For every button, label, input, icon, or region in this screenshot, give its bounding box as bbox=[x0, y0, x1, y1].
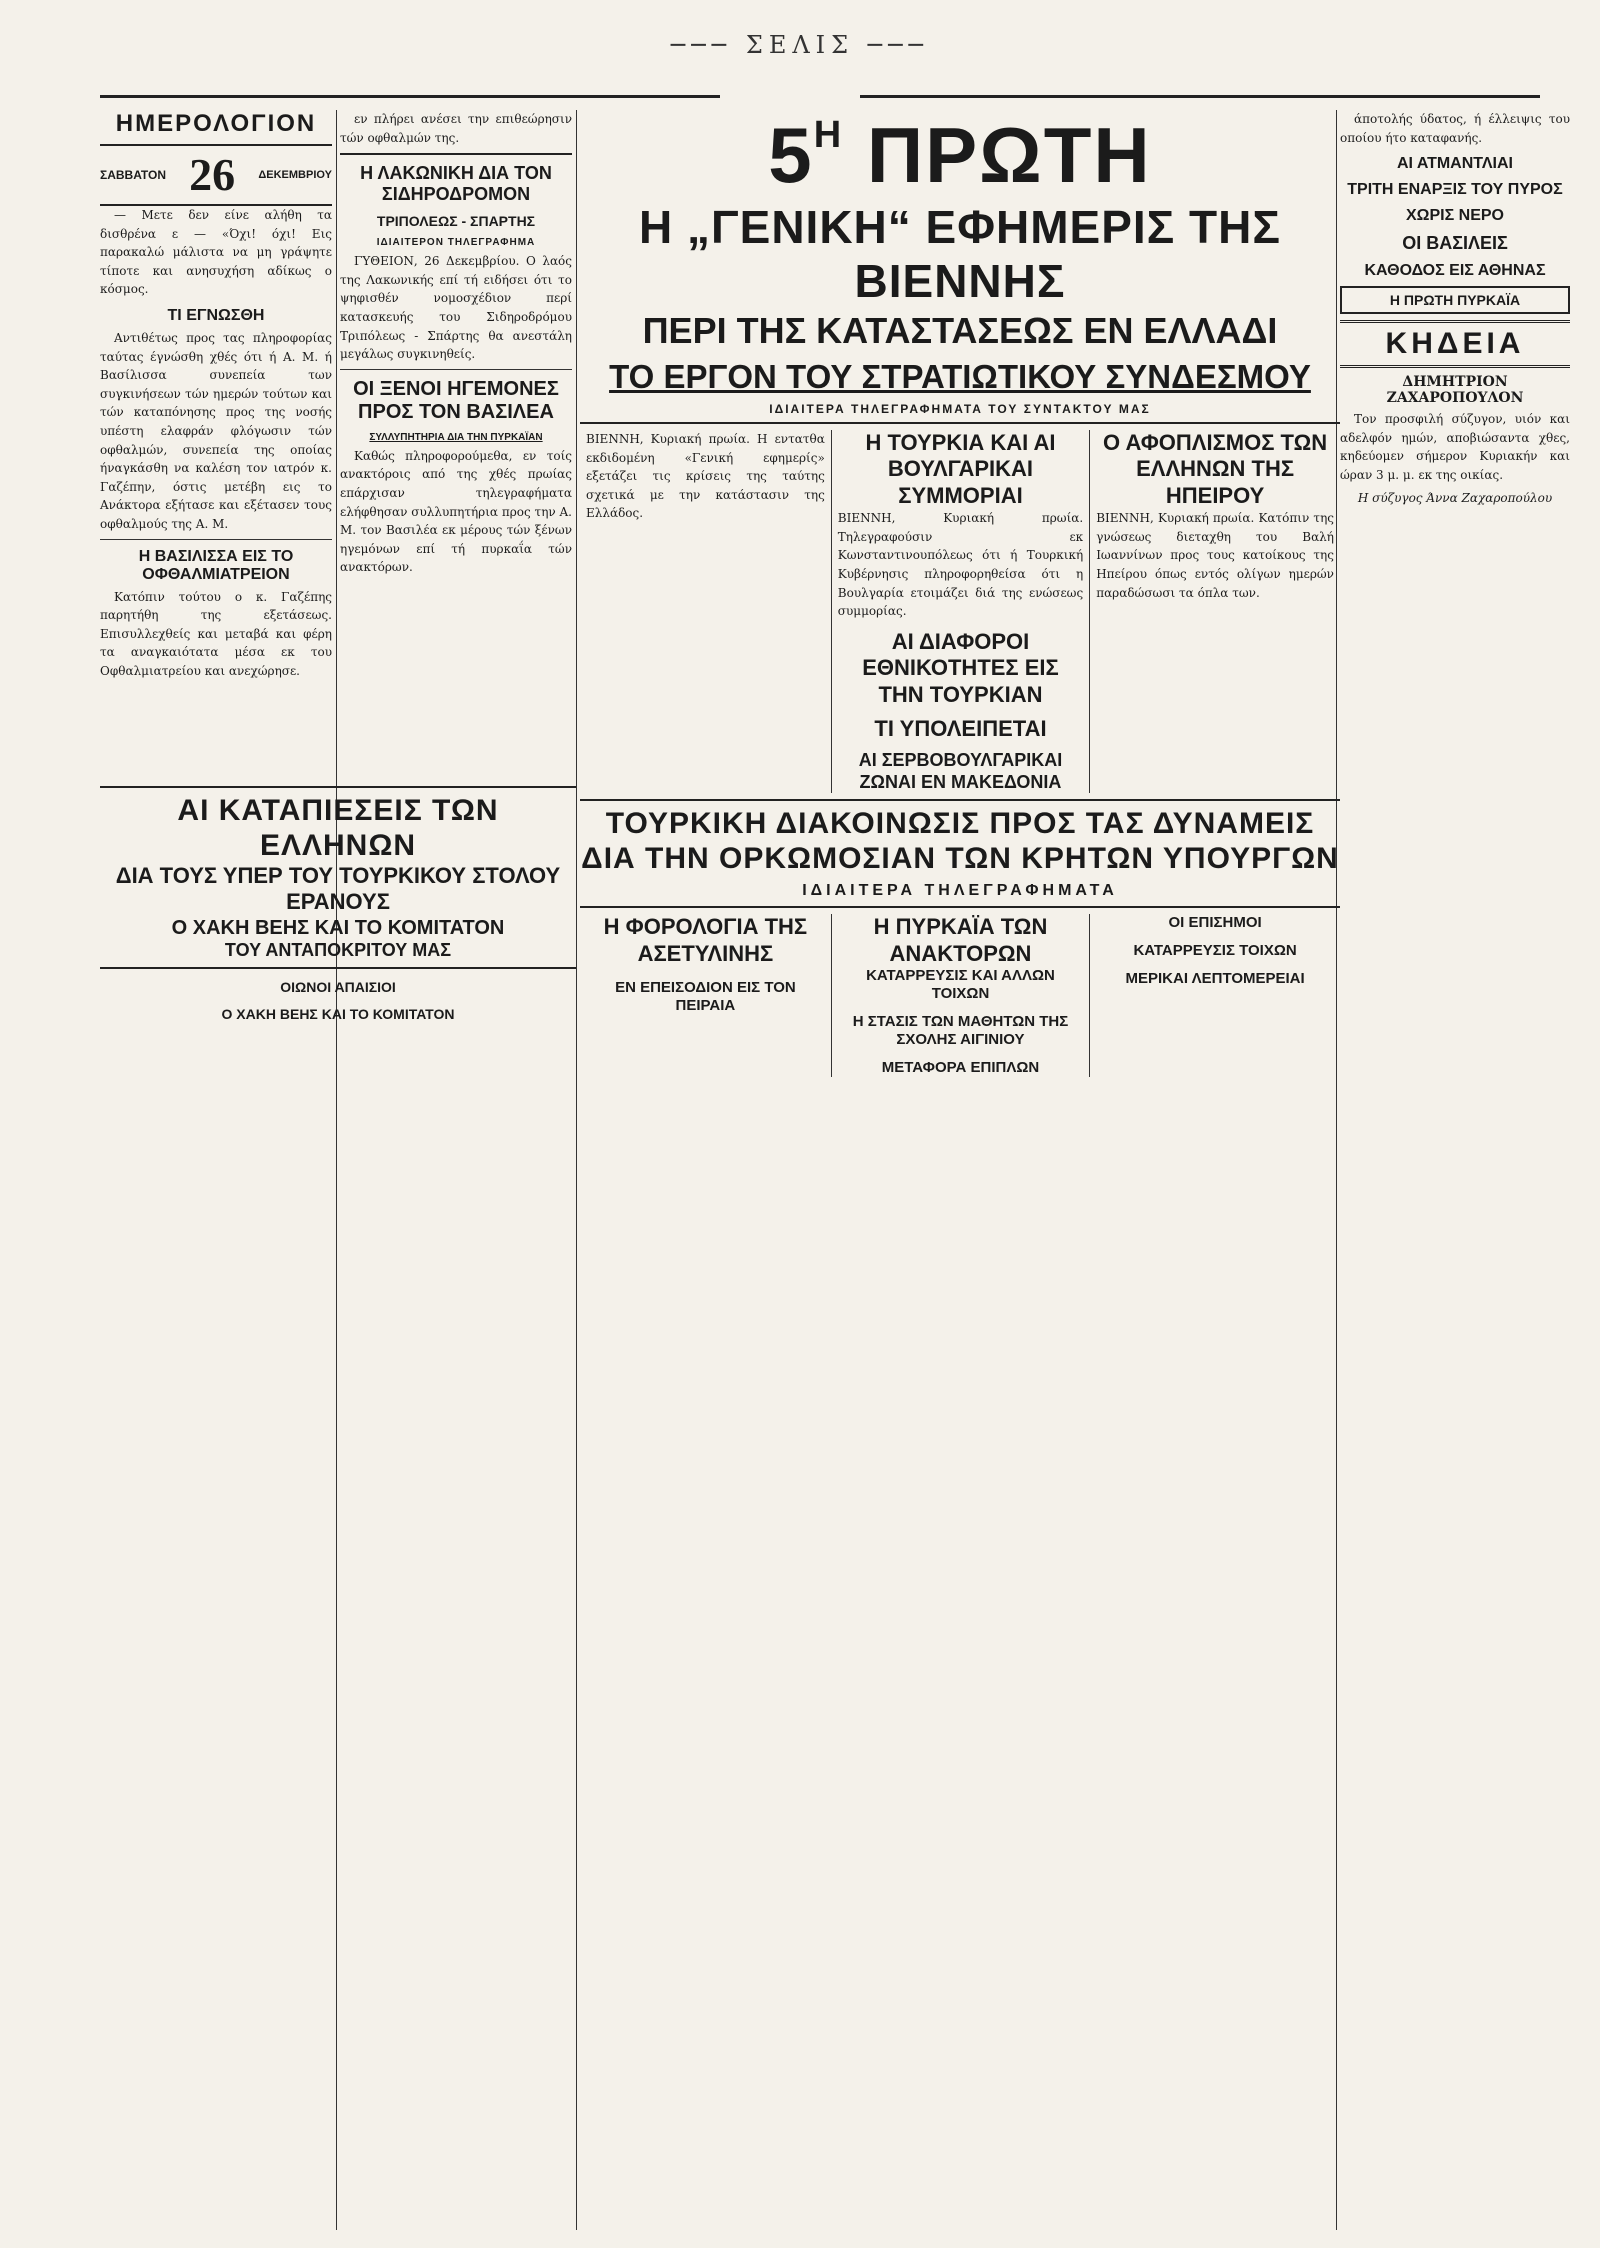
section-title: ΜΕΤΑΦΟΡΑ ΕΠΙΠΛΩΝ bbox=[881, 1059, 1040, 1077]
section-title: Ο ΧΑΚΗ ΒΕΗΣ ΚΑΙ ΤΟ ΚΟΜΙΤΑΤΟΝ bbox=[221, 1006, 455, 1023]
section-subtitle: ΚΑΤΑΡΡΕΥΣΙΣ ΚΑΙ ΑΛΛΩΝ ΤΟΙΧΩΝ bbox=[866, 967, 1055, 1003]
section-title: ΚΑΘΟΔΟΣ ΕΙΣ ΑΘΗΝΑΣ bbox=[1364, 262, 1546, 280]
column-divider bbox=[336, 110, 337, 2230]
section-title: ΜΕΡΙΚΑΙ ΛΕΠΤΟΜΕΡΕΙΑΙ bbox=[1125, 970, 1305, 988]
section-deck: ΣΥΛΛΥΠΗΤΗΡΙΑ ΔΙΑ ΤΗΝ ΠΥΡΚΑΪΑΝ bbox=[369, 431, 543, 443]
second-column bbox=[340, 110, 572, 581]
month-name: ΔΕΚΕΜΒΡΙΟΥ bbox=[258, 169, 332, 181]
section-title: Η ΤΟΥΡΚΙΑ ΚΑΙ ΑΙ ΒΟΥΛΓΑΡΙΚΑΙ ΣΥΜΜΟΡΙΑΙ bbox=[865, 430, 1056, 508]
band-subheadline: ΔΙΑ ΤΟΥΣ ΥΠΕΡ ΤΟΥ ΤΟΥΡΚΙΚΟΥ ΣΤΟΛΟΥ ΕΡΑΝΟΥΣ bbox=[115, 863, 561, 915]
subcolumn bbox=[831, 914, 1089, 1077]
lower-subcolumns bbox=[580, 914, 1340, 1077]
section-title: ΤΙ ΥΠΟΛΕΙΠΕΤΑΙ bbox=[874, 715, 1047, 741]
calendar-title: ΗΜΕΡΟΛΟΓΙΟΝ bbox=[100, 110, 332, 146]
calendar-intro: — Μετε δεν είνε αλήθη τα δισθρένα ε — «Όχι! όχι! Εις παρακαλώ μάλιστα να μη γράψητε τίποτε και ανησυχήση αδίκως ο κόσμος. bbox=[100, 208, 332, 297]
section-title: ΟΙ ΞΕΝΟΙ ΗΓΕΜΟΝΕΣ ΠΡΟΣ ΤΟΝ ΒΑΣΙΛΕΑ bbox=[353, 377, 559, 423]
divider bbox=[340, 369, 572, 370]
headline-quaternary: ΤΟ ΕΡΓΟΝ ΤΟΥ ΣΤΡΑΤΙΩΤΙΚΟΥ ΣΥΝΔΕΣΜΟΥ bbox=[609, 358, 1311, 395]
section-deck: ΙΔΙΑΙΤΕΡΟΝ ΤΗΛΕΓΡΑΦΗΜΑ bbox=[376, 237, 536, 249]
article-body: ΓΥΘΕΙΟΝ, 26 Δεκεμβρίου. Ο λαός της Λακωνικής επί τή ειδήσει ότι το ψηφισθέν νομοσχέδιον περί κατασκευής του Σιδηροδρόμου Τριπόλεως - Σπάρτης θα ανεστάλη μεγάλως συγκινηθείς. bbox=[340, 254, 572, 362]
funeral-notice-title: ΚΗΔΕΙΑ bbox=[1340, 320, 1570, 368]
front-headline bbox=[580, 111, 1340, 199]
section-title: ΧΩΡΙΣ ΝΕΡΟ bbox=[1405, 207, 1504, 225]
section-title: ΑΙ ΑΤΜΑΝΤΛΙΑΙ bbox=[1397, 155, 1513, 173]
section-title: Η ΒΑΣΙΛΙΣΣΑ ΕΙΣ ΤΟ ΟΦΘΑΛΜΙΑΤΡΕΙΟΝ bbox=[138, 547, 294, 583]
section-title: Η ΠΥΡΚΑΪΑ ΤΩΝ ΑΝΑΚΤΟΡΩΝ bbox=[873, 914, 1048, 966]
article-body: άποτολής ύδατος, ή έλλειψις του οποίου ήτο καταφανής. bbox=[1340, 112, 1570, 145]
section-title: ΑΙ ΔΙΑΦΟΡΟΙ ΕΘΝΙΚΟΤΗΤΕΣ ΕΙΣ ΤΗΝ ΤΟΥΡΚΙΑΝ bbox=[862, 628, 1059, 707]
divider bbox=[100, 539, 332, 540]
section-title: Η ΦΟΡΟΛΟΓΙΑ ΤΗΣ ΑΣΕΤΥΛΙΝΗΣ bbox=[603, 914, 808, 966]
main-column bbox=[580, 110, 1340, 1077]
section-title: ΚΑΤΑΡΡΕΥΣΙΣ ΤΟΙΧΩΝ bbox=[1133, 942, 1297, 960]
dateline bbox=[100, 146, 332, 206]
day-number: 26 bbox=[189, 149, 236, 200]
headline-secondary: Η „ΓΕΝΙΚΗ“ ΕΦΗΜΕΡΙΣ ΤΗΣ ΒΙΕΝΝΗΣ bbox=[639, 201, 1281, 307]
section-title: ΟΙ ΒΑΣΙΛΕΙΣ bbox=[1402, 233, 1508, 254]
article-body: ΒΙΕΝΝΗ, Κυριακή πρωία. Η εντατθα εκδιδομένη «Γενική εφημερίς» εξετάζει τις κρίσεις της ταύτης σχετικά με την κατάστασιν της Ελλάδος. bbox=[586, 432, 825, 521]
headline-deck: ΙΔΙΑΙΤΕΡΑ ΤΗΛΕΓΡΑΦΗΜΑΤΑ ΤΟΥ ΣΥΝΤΑΚΤΟΥ ΜΑΣ bbox=[769, 402, 1151, 416]
subcolumn bbox=[1089, 430, 1340, 793]
band-section bbox=[100, 780, 576, 1023]
left-column bbox=[100, 110, 332, 684]
deceased-name: ΔΗΜΗΤΡΙΟΝ ΖΑΧΑΡΟΠΟΥΛΟΝ bbox=[1386, 374, 1524, 407]
article-body: ΒΙΕΝΝΗ, Κυριακή πρωία. Κατόπιν της γνώσεως διεταχθη του Βαλή Ιωαννίνων προς τους κατοίκους της Ηπείρου όπως εντός ολίγων ημερών παραδώσωσι τα όπλα των. bbox=[1096, 511, 1334, 600]
article-body: ΒΙΕΝΝΗ, Κυριακή πρωία. Τηλεγραφούσιν εκ Κωνσταντινουπόλεως ότι ή Τουρκική Κυβέρνησις πληροφορηθείσα ότι η Βουλγαρία ετοιμάζει διά της ενώσεως συμμορίας. bbox=[837, 511, 1084, 619]
band-byline: ΤΟΥ ΑΝΤΑΠΟΚΡΙΤΟΥ ΜΑΣ bbox=[224, 939, 452, 960]
article-body: εν πλήρει ανέσει την επιθεώρησιν τών οφθαλμών της. bbox=[340, 112, 572, 145]
band-headline: ΔΙΑ ΤΗΝ ΟΡΚΩΜΟΣΙΑΝ ΤΩΝ ΚΡΗΤΩΝ ΥΠΟΥΡΓΩΝ bbox=[581, 841, 1339, 875]
masthead-rule-left bbox=[100, 95, 720, 98]
section-title: Η ΣΤΑΣΙΣ ΤΩΝ ΜΑΘΗΤΩΝ ΤΗΣ ΣΧΟΛΗΣ ΑΙΓΙΝΙΟΥ bbox=[852, 1013, 1069, 1049]
masthead-flourish: ─── ΣΕΛΙΣ ─── bbox=[670, 31, 930, 59]
divider bbox=[580, 799, 1340, 801]
band-subheadline: Ο ΧΑΚΗ ΒΕΗΣ ΚΑΙ ΤΟ ΚΟΜΙΤΑΤΟΝ bbox=[171, 916, 505, 939]
section-title: ΑΙ ΣΕΡΒΟΒΟΥΛΓΑΡΙΚΑΙ ΖΩΝΑΙ ΕΝ ΜΑΚΕΔΟΝΙΑ bbox=[858, 750, 1063, 792]
section-title: ΟΙ ΕΠΙΣΗΜΟΙ bbox=[1168, 914, 1262, 932]
funeral-notice-text: Τον προσφιλή σύζυγον, υιόν και αδελφόν ημών, αποβιώσαντα χθες, κηδεύομεν σήμερον Κυριακήν και ώραν 3 μ. μ. εκ της οικίας. bbox=[1340, 412, 1570, 482]
divider bbox=[580, 906, 1340, 908]
subcolumn bbox=[580, 914, 831, 1077]
right-column bbox=[1340, 110, 1570, 507]
headline-number: 5 bbox=[768, 111, 814, 199]
section-title: Ο ΑΦΟΠΛΙΣΜΟΣ ΤΩΝ ΕΛΛΗΝΩΝ ΤΗΣ ΗΠΕΙΡΟΥ bbox=[1103, 430, 1328, 508]
section-title: ΤΡΙΤΗ ΕΝΑΡΞΙΣ ΤΟΥ ΠΥΡΟΣ bbox=[1347, 181, 1563, 199]
headline-word: ΠΡΩΤΗ bbox=[866, 111, 1152, 199]
section-title: ΟΙΩΝΟΙ ΑΠΑΙΣΙΟΙ bbox=[280, 979, 396, 996]
day-of-week: ΣΑΒΒΑΤΟΝ bbox=[100, 168, 166, 182]
section-title: Η ΛΑΚΩΝΙΚΗ ΔΙΑ ΤΟΝ ΣΙΔΗΡΟΔΡΟΜΟΝ bbox=[360, 163, 552, 205]
masthead-rule-right bbox=[860, 95, 1540, 98]
divider bbox=[340, 153, 572, 155]
article-body: Κατόπιν τούτου ο κ. Γαζέπης παρητήθη της εξετάσεως. Επισυλλεχθείς και μεταβά και φέρη τα αναγκαιότατα μέσα εκ του Οφθαλμιατρείου και ανεχώρησε. bbox=[100, 589, 332, 678]
band-headline: ΤΟΥΡΚΙΚΗ ΔΙΑΚΟΙΝΩΣΙΣ ΠΡΟΣ ΤΑΣ ΔΥΝΑΜΕΙΣ bbox=[605, 807, 1315, 841]
headline-superscript: Η bbox=[813, 114, 844, 156]
subcolumn bbox=[831, 430, 1089, 793]
section-title: ΕΝ ΕΠΕΙΣΟΔΙΟΝ ΕΙΣ ΤΟΝ ΠΕΙΡΑΙΑ bbox=[615, 979, 796, 1015]
subcolumn bbox=[1089, 914, 1340, 1077]
boxed-title: Η ΠΡΩΤΗ ΠΥΡΚΑΪΑ bbox=[1340, 286, 1570, 314]
divider bbox=[100, 967, 576, 969]
column-divider bbox=[576, 110, 577, 2230]
article-body: Καθώς πληροφορούμεθα, εν τοίς ανακτόροις από της χθές πρωίας επάρχισαν τηλεγραφήματα ελήφθησαν συλλυπητήρια προς την Α. Μ. τον Βασιλέα εκ μέρους τών ξένων ηγεμόνων επί τή πυρκαΐα τών ανακτόρων. bbox=[340, 448, 572, 575]
masthead bbox=[0, 0, 1600, 90]
headline-tertiary: ΠΕΡΙ ΤΗΣ ΚΑΤΑΣΤΑΣΕΩΣ ΕΝ ΕΛΛΑΔΙ bbox=[642, 310, 1278, 351]
band-deck: ΙΔΙΑΙΤΕΡΑ ΤΗΛΕΓΡΑΦΗΜΑΤΑ bbox=[802, 882, 1118, 900]
band-headline: ΑΙ ΚΑΤΑΠΙΕΣΕΙΣ ΤΩΝ ΕΛΛΗΝΩΝ bbox=[177, 794, 499, 862]
section-subtitle: ΤΡΙΠΟΛΕΩΣ - ΣΠΑΡΤΗΣ bbox=[376, 213, 536, 230]
funeral-signature: Η σύζυγος Άννα Ζαχαροπούλου bbox=[1357, 490, 1553, 505]
divider bbox=[100, 786, 576, 788]
subcolumn bbox=[580, 430, 831, 793]
article-body: Αντιθέτως προς τας πληροφορίας ταύτας έγνώσθη χθές ότι ή Α. Μ. ή Βασίλισσα συνεπεία των συγκινήσεων τών ημερών τούτων και τών καταπόνησης προς της νοσής υπέστη ελαφράν φλόγωσιν τών οφθαλμών, συνεπεία της οποίας ήναγκάσθη να καλέση τον ιατρόν κ. Γαζέπην, όστις μετέβη εις το Ανάκτορα εξήτασε και εξέτασεν τους οφθαλμούς της Α. Μ. bbox=[100, 330, 332, 531]
main-subcolumns bbox=[580, 430, 1340, 793]
divider bbox=[580, 422, 1340, 424]
section-title: ΤΙ ΕΓΝΩΣΘΗ bbox=[167, 306, 265, 324]
